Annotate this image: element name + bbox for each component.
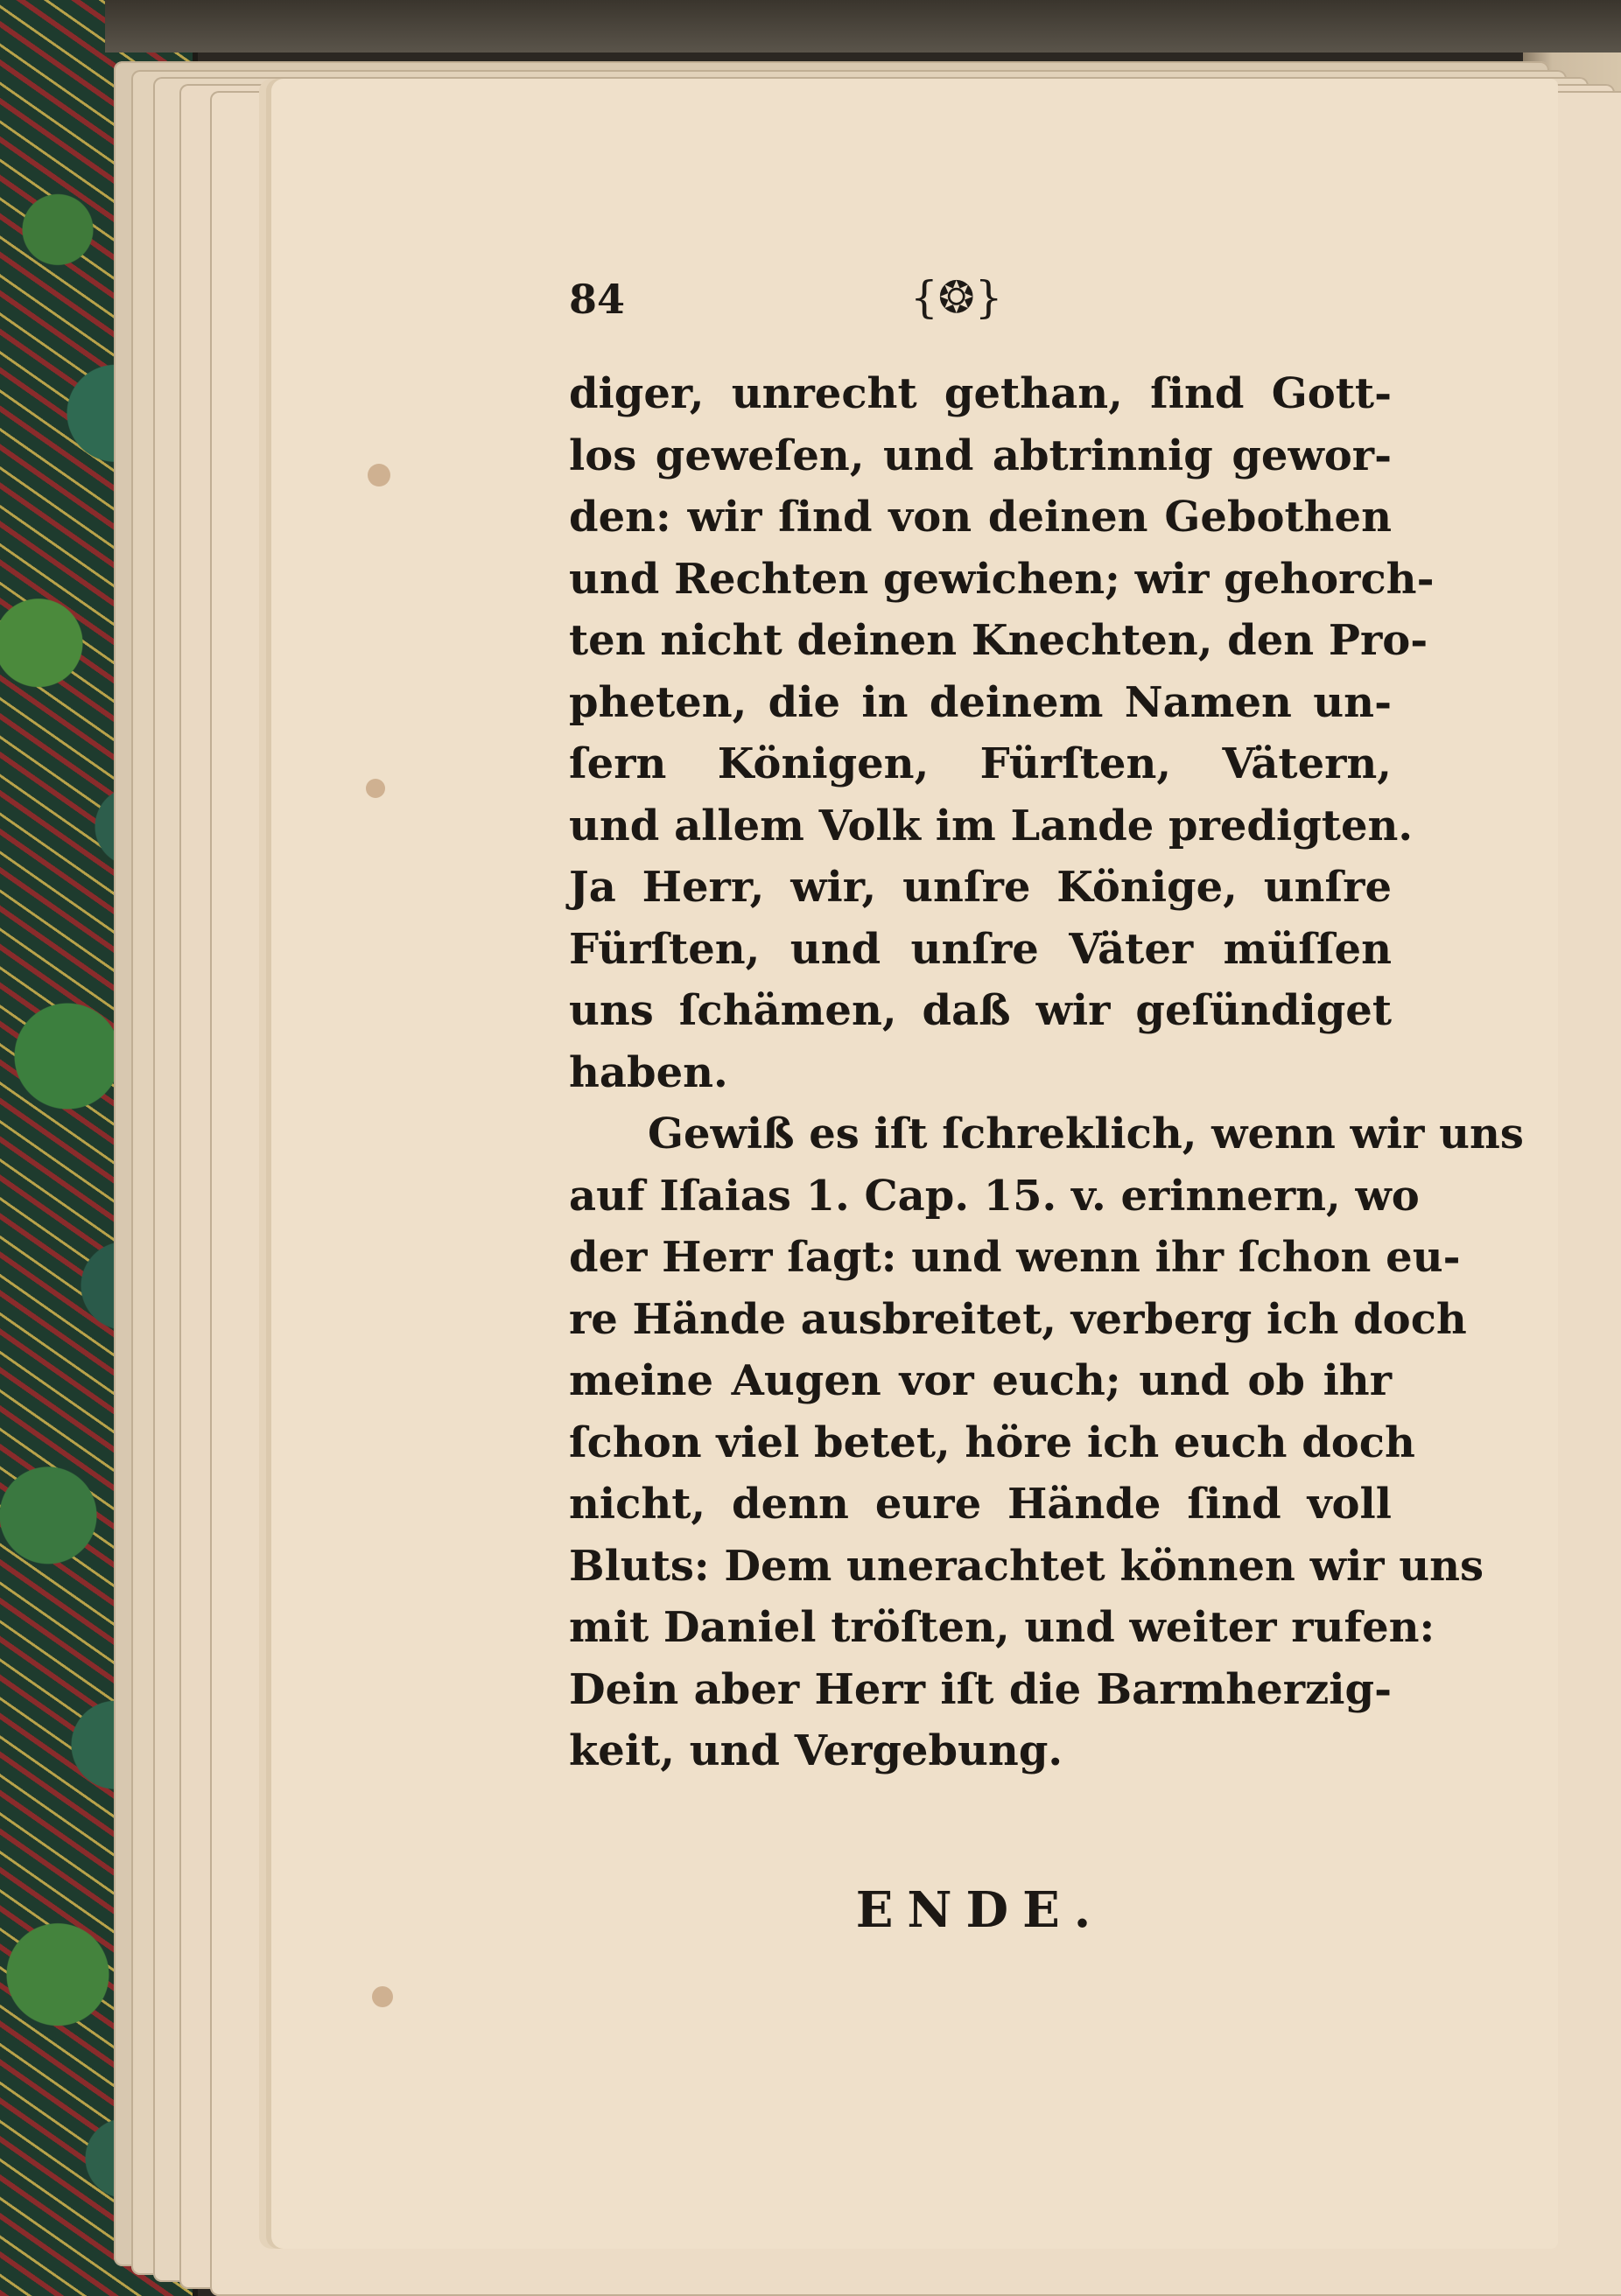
text-line: mit Daniel tröſten, und weiter rufen:: [569, 1603, 1435, 1652]
book-top-edge: [105, 0, 1621, 52]
book-page: [271, 79, 1558, 2249]
text-line: und Rechten gewichen; wir gehorch-: [569, 554, 1435, 604]
text-line: ſchon viel betet, höre ich euch doch: [569, 1418, 1415, 1467]
text-line: nicht, denn eure Hände ſind voll: [569, 1480, 1392, 1529]
text-line: Ja Herr, wir, unſre Könige, unſre: [569, 863, 1392, 912]
text-line: Bluts: Dem unerachtet können wir uns: [569, 1541, 1484, 1591]
text-line: den: wir ſind von deinen Gebothen: [569, 493, 1392, 542]
header-ornament: {❂}: [910, 272, 1003, 323]
text-line: ten nicht deinen Knechten, den Pro-: [569, 616, 1428, 665]
foxing-spot: [372, 1986, 393, 2007]
text-line: keit, und Vergebung.: [569, 1726, 1063, 1775]
text-line: diger, unrecht gethan, ſind Gott-: [569, 369, 1392, 418]
foxing-spot: [366, 779, 385, 798]
text-line: re Hände ausbreitet, verberg ich doch: [569, 1294, 1467, 1344]
text-line: meine Augen vor euch; und ob ihr: [569, 1356, 1392, 1405]
text-line: haben.: [569, 1047, 728, 1097]
body-text: [569, 363, 1524, 1782]
ende-heading: ENDE.: [855, 1881, 1105, 1939]
foxing-spot: [368, 464, 390, 486]
page-number: 84: [569, 276, 626, 323]
text-line: los geweſen, und abtrinnig gewor-: [569, 430, 1392, 480]
text-line: Fürſten, und unſre Väter müſſen: [569, 924, 1392, 974]
text-line: Dein aber Herr iſt die Barmherzig-: [569, 1664, 1392, 1714]
text-line: ſern Königen, Fürſten, Vätern,: [569, 739, 1392, 788]
page-header: [569, 272, 1392, 354]
text-line: auf Iſaias 1. Cap. 15. v. erinnern, wo: [569, 1171, 1420, 1221]
text-line: pheten, die in deinem Namen un-: [569, 677, 1392, 727]
text-line: und allem Volk im Lande predigten.: [569, 801, 1414, 850]
text-line: uns ſchämen, daß wir geſündiget: [569, 986, 1392, 1035]
text-line: Gewiß es iſt ſchreklich, wenn wir uns: [648, 1110, 1524, 1158]
text-line: der Herr ſagt: und wenn ihr ſchon eu-: [569, 1233, 1461, 1282]
